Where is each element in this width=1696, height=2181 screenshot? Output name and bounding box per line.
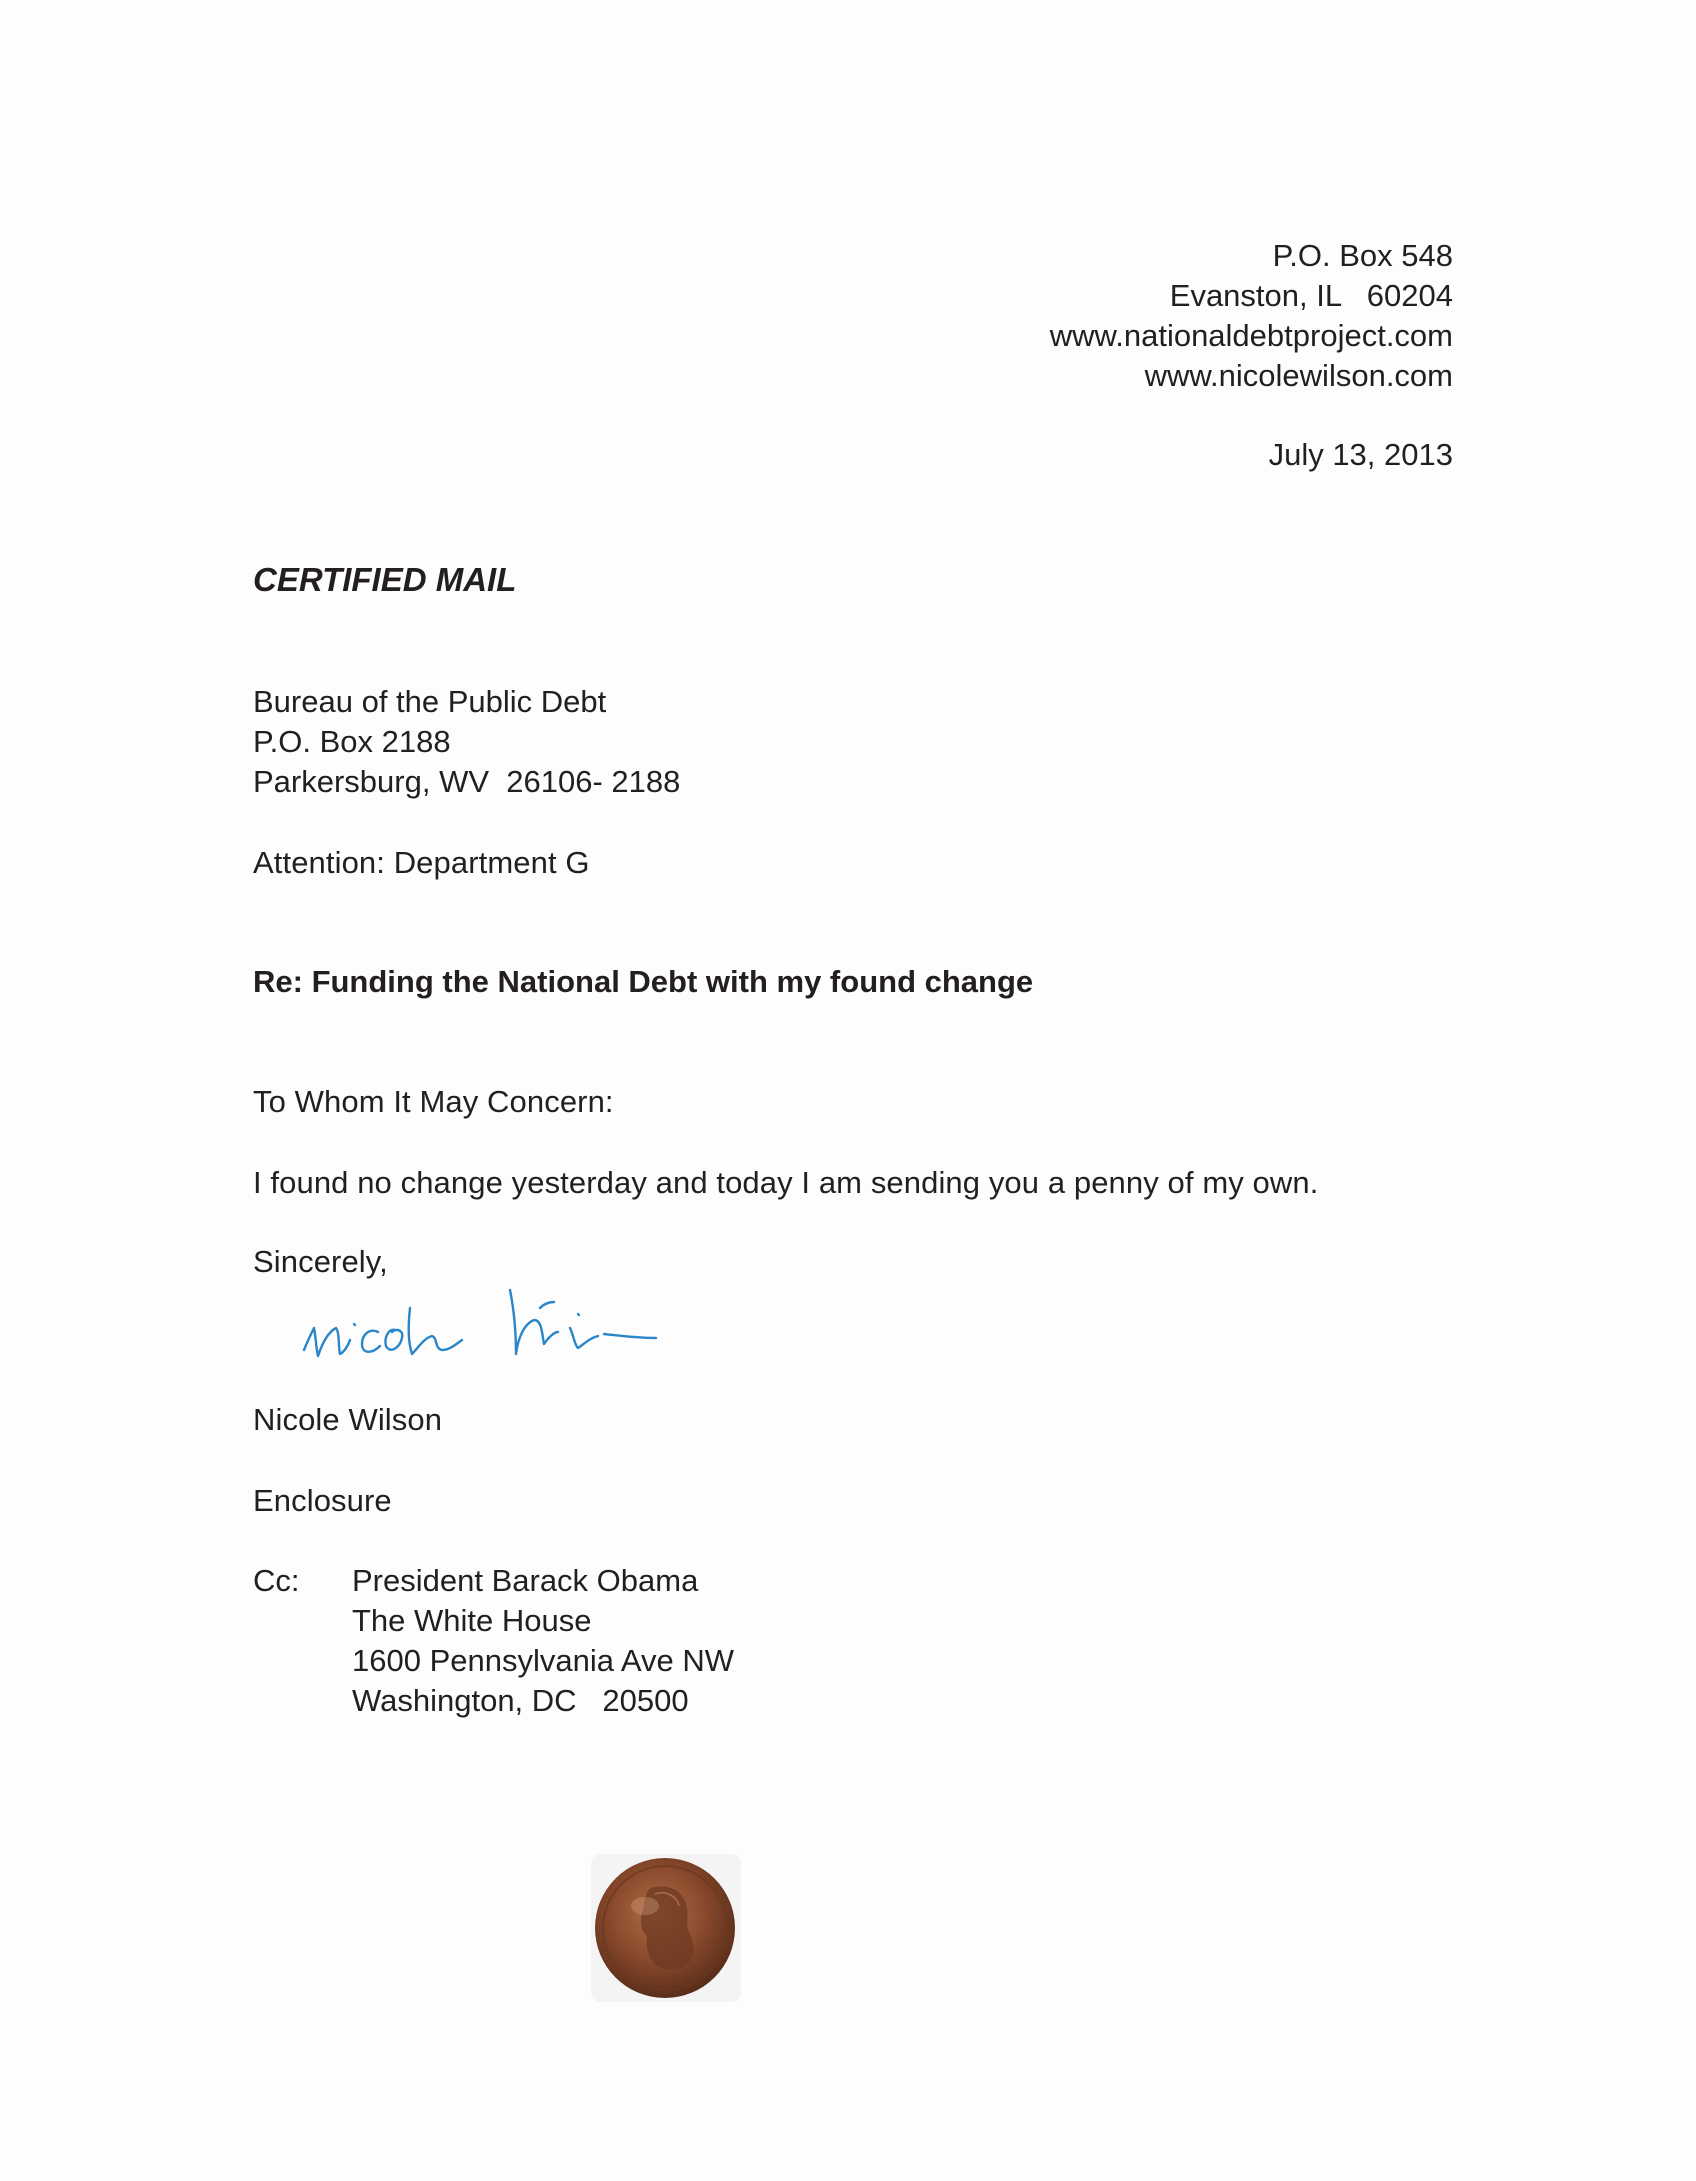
closing: Sincerely, (253, 1244, 388, 1279)
recipient-address (253, 682, 680, 802)
cc-address-line-3: Washington, DC 20500 (352, 1683, 689, 1718)
penny-coin-image (585, 1848, 745, 2008)
attention-line: Attention: Department G (253, 845, 590, 880)
sender-address (1050, 236, 1453, 396)
subject-line: Re: Funding the National Debt with my found change (253, 964, 1034, 999)
sender-po-box: P.O. Box 548 (1272, 238, 1453, 273)
letter-date: July 13, 2013 (1268, 437, 1453, 472)
cc-address (352, 1561, 734, 1721)
cc-name: President Barack Obama (352, 1563, 699, 1598)
cc-label: Cc: (253, 1563, 300, 1598)
body-paragraph: I found no change yesterday and today I am sending you a penny of my own. (253, 1165, 1319, 1200)
recipient-po-box: P.O. Box 2188 (253, 724, 451, 759)
recipient-city-state-zip: Parkersburg, WV 26106- 2188 (253, 764, 681, 799)
cc-address-line-1: The White House (352, 1603, 592, 1638)
cc-address-line-2: 1600 Pennsylvania Ave NW (352, 1643, 734, 1678)
recipient-name: Bureau of the Public Debt (253, 684, 607, 719)
signer-name: Nicole Wilson (253, 1402, 443, 1437)
enclosure-notation: Enclosure (253, 1483, 392, 1518)
handwritten-signature (292, 1268, 682, 1378)
salutation: To Whom It May Concern: (253, 1084, 614, 1119)
certified-mail-heading: CERTIFIED MAIL (253, 561, 517, 598)
sender-website-1: www.nationaldebtproject.com (1049, 318, 1453, 353)
sender-city-state-zip: Evanston, IL 60204 (1169, 278, 1453, 313)
sender-website-2: www.nicolewilson.com (1144, 358, 1453, 393)
